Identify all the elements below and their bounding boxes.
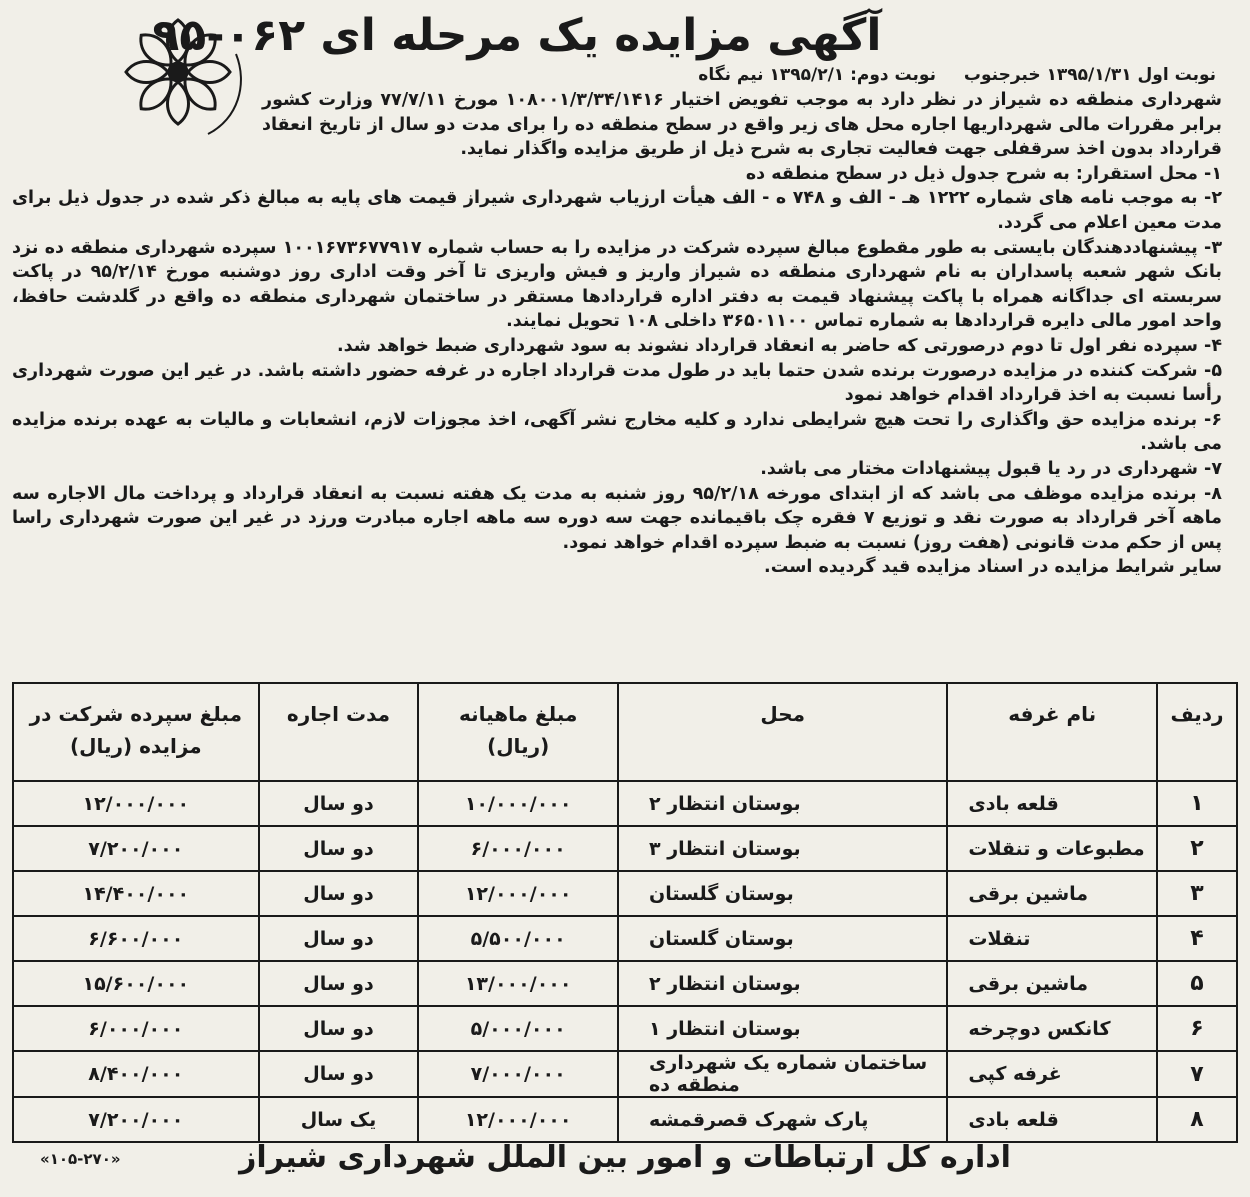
monthly-amount: ۱۲/۰۰۰/۰۰۰ [418, 1097, 618, 1142]
booth-name: ماشین برقی [947, 871, 1157, 916]
lease-term: دو سال [259, 961, 419, 1006]
deposit-amount: ۷/۲۰۰/۰۰۰ [13, 1097, 259, 1142]
table-row [13, 826, 1237, 871]
clause-3: ۳- پیشنهاددهندگان بایستی به طور مقطوع مبالغ سپرده شرکت در مزایده را به حساب شماره ۱۰۰۱۶۷۳۶۷۷۹۱۷ سپرده شهرداری منطقه ده نزد بانک شهر شعبه پاسداران به نام شهرداری منطقه ده شیراز واریز و فیش واریزی تا آخر وقت اداری روز دوشنبه مورخ ۹۵/۲/۱۴ در پاکت سربسته ای جداگانه همراه با پاکت پیشنهاد قیمت به دفتر اداره قراردادها مستقر در ساختمان شهرداری منطقه ده واقع در گلدشت حافظ، واحد امور مالی دایره قراردادها به شماره تماس ۳۶۵۰۱۱۰۰ داخلی ۱۰۸ تحویل نمایند. [12, 237, 1222, 332]
header-monthly-amount: مبلغ ماهیانه (ریال) [418, 683, 618, 781]
table-row [13, 1051, 1237, 1097]
table-row [13, 781, 1237, 826]
location: بوستان گلستان [618, 916, 947, 961]
clause-7: ۷- شهرداری در رد یا قبول پیشنهادات مختار می باشد. [760, 458, 1222, 479]
header-lease-term: مدت اجاره [259, 683, 419, 781]
lease-term: دو سال [259, 826, 419, 871]
row-number: ۲ [1157, 826, 1237, 871]
booth-name: مطبوعات و تنقلات [947, 826, 1157, 871]
auction-table [12, 682, 1238, 1143]
booth-name: کانکس دوچرخه [947, 1006, 1157, 1051]
header-deposit: مبلغ سپرده شرکت در مزایده (ریال) [13, 683, 259, 781]
monthly-amount: ۱۲/۰۰۰/۰۰۰ [418, 871, 618, 916]
location: بوستان گلستان [618, 871, 947, 916]
row-number: ۵ [1157, 961, 1237, 1006]
other-conditions: سایر شرایط مزایده در اسناد مزایده قید گردیده است. [764, 557, 1222, 578]
clause-2: ۲- به موجب نامه های شماره ۱۲۲۲ هـ - الف و ۷۴۸ ه - الف هیأت ارزیاب شهرداری شیراز قیمت های پایه به مبالغ ذکر شده در جدول ذیل برای مدت معین اعلام می گردد. [12, 188, 1223, 233]
location: پارک شهرک قصرقمشه [618, 1097, 947, 1142]
monthly-amount: ۷/۰۰۰/۰۰۰ [418, 1051, 618, 1097]
location: بوستان انتظار ۲ [618, 961, 947, 1006]
row-number: ۶ [1157, 1006, 1237, 1051]
lease-term: یک سال [259, 1097, 419, 1142]
booth-name: ماشین برقی [947, 961, 1157, 1006]
clause-8: ۸- برنده مزایده موظف می باشد که از ابتدای مورخه ۹۵/۲/۱۸ روز شنبه به مدت یک هفته نسبت به انعقاد قرارداد و پرداخت مال الاجاره سه ماهه آخر قرارداد به صورت نقد و توزیع ۷ فقره چک باقیمانده جهت سه دوره سه ماهه اجاره مبادرت ورزد در غیر این صورت شهرداری راسا پس از حکم مدت قانونی (هفت روز) نسبت به ضبط سپرده اقدام خواهد نمود. [12, 483, 1222, 553]
monthly-amount: ۶/۰۰۰/۰۰۰ [418, 826, 618, 871]
location: بوستان انتظار ۳ [618, 826, 947, 871]
deposit-amount: ۱۵/۶۰۰/۰۰۰ [13, 961, 259, 1006]
header-booth-name: نام غرفه [947, 683, 1157, 781]
first-publication: نوبت اول ۱۳۹۵/۱/۳۱ خبرجنوب [963, 65, 1216, 85]
lease-term: دو سال [259, 1006, 419, 1051]
header-row-number: ردیف [1157, 683, 1237, 781]
booth-name: قلعه بادی [947, 781, 1157, 826]
clause-5: ۵- شرکت کننده در مزایده درصورت برنده شدن حتما باید در طول مدت قرارداد اجاره در غرفه حضور داشته باشد. در غیر این صورت شهرداری رأسا نسبت به اخذ قرارداد اقدام خواهد نمود [12, 360, 1222, 406]
location: بوستان انتظار ۱ [618, 1006, 947, 1051]
monthly-amount: ۱۳/۰۰۰/۰۰۰ [418, 961, 618, 1006]
deposit-amount: ۶/۶۰۰/۰۰۰ [13, 916, 259, 961]
header-location: محل [618, 683, 947, 781]
row-number: ۷ [1157, 1051, 1237, 1097]
monthly-amount: ۱۰/۰۰۰/۰۰۰ [418, 781, 618, 826]
lease-term: دو سال [259, 1051, 419, 1097]
table-header-row [13, 683, 1237, 781]
issuer-footer: اداره کل ارتباطات و امور بین الملل شهرداری شیراز [239, 1140, 1011, 1175]
row-number: ۴ [1157, 916, 1237, 961]
deposit-amount: ۶/۰۰۰/۰۰۰ [13, 1006, 259, 1051]
monthly-amount: ۵/۵۰۰/۰۰۰ [418, 916, 618, 961]
clause-1: ۱- محل استقرار: به شرح جدول ذیل در سطح منطقه ده [745, 163, 1222, 184]
ad-body [12, 88, 1222, 580]
monthly-amount: ۵/۰۰۰/۰۰۰ [418, 1006, 618, 1051]
row-number: ۸ [1157, 1097, 1237, 1142]
row-number: ۱ [1157, 781, 1237, 826]
table-row [13, 1006, 1237, 1051]
flower-rosette-icon [108, 14, 258, 144]
lease-term: دو سال [259, 916, 419, 961]
location: ساختمان شماره یک شهرداری منطقه ده [618, 1051, 947, 1097]
ad-code: «۱۰۵-۲۷۰» [40, 1150, 121, 1168]
deposit-amount: ۸/۴۰۰/۰۰۰ [13, 1051, 259, 1097]
deposit-amount: ۱۲/۰۰۰/۰۰۰ [13, 781, 259, 826]
ad-title: آگهی مزایده یک مرحله ای ۰۶۲-۹۵ [152, 10, 882, 61]
table-row [13, 871, 1237, 916]
booth-name: غرفه کپی [947, 1051, 1157, 1097]
deposit-amount: ۷/۲۰۰/۰۰۰ [13, 826, 259, 871]
booth-name: تنقلات [947, 916, 1157, 961]
table-row [13, 961, 1237, 1006]
clause-6: ۶- برنده مزایده حق واگذاری را تحت هیچ شرایطی ندارد و کلیه مخارج نشر آگهی، اخذ مجوزات لازم، انشعابات و مالیات به عهده برنده مزایده می باشد. [12, 409, 1222, 455]
table-row [13, 916, 1237, 961]
booth-name: قلعه بادی [947, 1097, 1157, 1142]
deposit-amount: ۱۴/۴۰۰/۰۰۰ [13, 871, 259, 916]
clause-4: ۴- سپرده نفر اول تا دوم درصورتی که حاضر به انعقاد قرارداد نشوند به سود شهرداری ضبط خواهد شد. [336, 335, 1222, 356]
lease-term: دو سال [259, 871, 419, 916]
row-number: ۳ [1157, 871, 1237, 916]
lease-term: دو سال [259, 781, 419, 826]
second-publication: نوبت دوم: ۱۳۹۵/۲/۱ نیم نگاه [698, 65, 936, 85]
shiraz-municipality-logo [108, 14, 258, 144]
intro-paragraph: شهرداری منطقه ده شیراز در نظر دارد به موجب تفویض اختیار ۱۰۸۰۰۱/۳/۳۴/۱۴۱۶ مورخ ۷۷/۷/۱۱ وزارت کشور برابر مقررات مالی شهرداریها اجاره محل های زیر واقع در سطح منطقه ده را برای مدت دو سال از تاریخ انعقاد قرارداد بدون اخذ سرقفلی جهت فعالیت تجاری به شرح ذیل از طریق مزایده واگذار نماید. [262, 90, 1223, 160]
location: بوستان انتظار ۲ [618, 781, 947, 826]
